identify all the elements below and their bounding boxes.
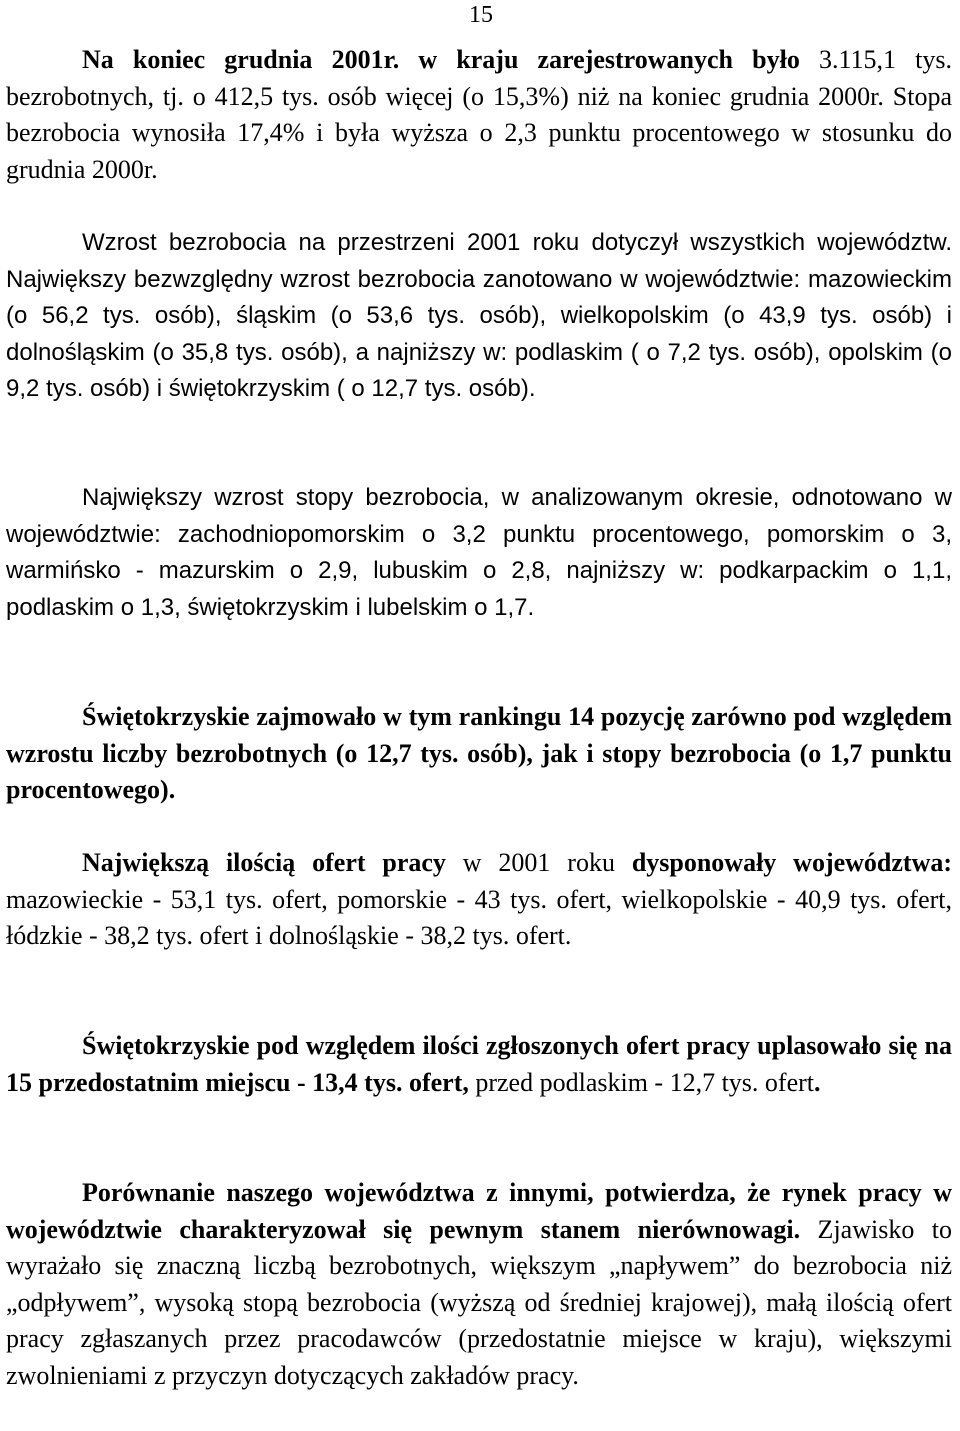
- paragraph-rate-growth: [6, 480, 952, 626]
- text-segment-bold: Na koniec grudnia 2001r. w kraju zarejestrowanych było: [82, 45, 800, 74]
- paragraph-comparison: [6, 1175, 952, 1395]
- text-segment-bold: Świętokrzyskie pod względem ilości zgłoszonych ofert pracy uplasowało się na 15 przedostatnim miejscu - 13,4 tys. ofert,: [6, 1031, 952, 1097]
- text-segment-bold: Największą ilością ofert pracy: [82, 848, 446, 877]
- page-number: 15: [469, 2, 493, 28]
- text-segment-bold: .: [814, 1067, 821, 1097]
- paragraph-voivodeship-growth: [6, 225, 952, 408]
- text-segment: Wzrost bezrobocia na przestrzeni 2001 roku dotyczył wszystkich województw. Największy bezwzględny wzrost bezrobocia zanotowano w województwie: mazowieckim (o 56,2 tys. osób), śląskim (o 53,6 tys. osób), wielkopolskim (o 43,9 tys. osób) i dolnośląskim (o 35,8 tys. osób), a najniższy w: podlaskim ( o 7,2 tys. osób), opolskim (o 9,2 tys. osób) i świętokrzyskim ( o 12,7 tys. osób).: [6, 229, 952, 403]
- text-segment-bold: dysponowały województwa:: [631, 848, 953, 877]
- paragraph-job-offers: [6, 845, 952, 955]
- text-segment: 3.115,1 tys. bezrobotnych, tj. o 412,5 tys. osób więcej (o 15,3%) niż na koniec grudnia 2000r. Stopa bezrobocia wynosiła 17,4% i była wyższa o 2,3 punktu procentowego w stosunku do grudnia 2000r.: [6, 45, 952, 184]
- text-segment-bold: Świętokrzyskie zajmowało w tym rankingu 14 pozycję zarówno pod względem wzrostu liczby bezrobotnych (o 12,7 tys. osób), jak i stopy bezrobocia (o 1,7 punktu procentowego).: [6, 702, 952, 805]
- text-segment: mazowieckie - 53,1 tys. ofert, pomorskie - 43 tys. ofert, wielkopolskie - 40,9 tys. ofert, łódzkie - 38,2 tys. ofert i dolnośląskie - 38,2 tys. ofert.: [6, 884, 952, 951]
- paragraph-swietokrzyskie-ranking: [6, 699, 952, 809]
- paragraph-national-unemployment: [6, 42, 952, 188]
- text-segment: Zjawisko to wyrażało się znaczną liczbą bezrobotnych, większym „napływem” do bezrobocia niż „odpływem”, wysoką stopą bezrobocia (wyższą od średniej krajowej), małą ilością ofert pracy zgłaszanych przez pracodawców (przedostatnie miejsce w kraju), większymi zwolnieniami z przyczyn dotyczących zakładów pracy.: [6, 1214, 952, 1390]
- text-segment: Największy wzrost stopy bezrobocia, w analizowanym okresie, odnotowano w województwie: zachodniopomorskim o 3,2 punktu procentowego, pomorskim o 3, warmińsko - mazurskim o 2,9, lubuskim o 2,8, najniższy w: podkarpackim o 1,1, podlaskim o 1,3, świętokrzyskim i lubelskim o 1,7.: [6, 484, 952, 621]
- paragraph-offers-ranking: [6, 1028, 952, 1101]
- text-segment: w 2001 roku: [445, 848, 632, 877]
- text-segment-bold: Porównanie naszego województwa z innymi, potwierdza, że rynek pracy w województwie charakteryzował się pewnym stanem nierównowagi.: [6, 1178, 952, 1244]
- text-segment: przed podlaskim - 12,7 tys. ofert: [468, 1067, 815, 1097]
